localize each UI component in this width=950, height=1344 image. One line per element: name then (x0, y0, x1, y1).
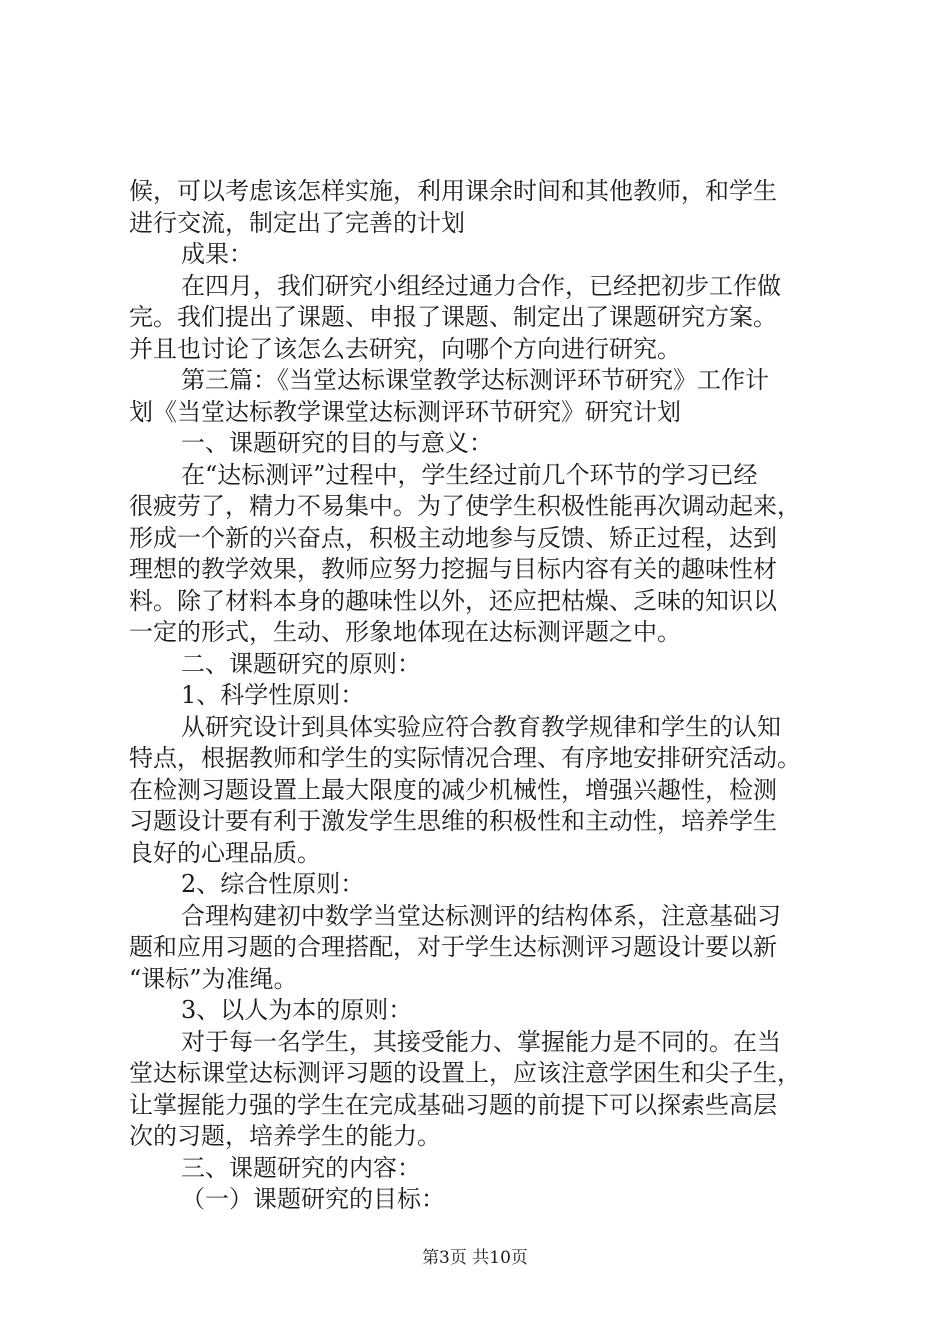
text-line: 一、课题研究的目的与意义： (181, 429, 493, 457)
text-line: 很疲劳了，精力不易集中。为了使学生积极性能再次调动起来， (129, 492, 801, 520)
text-line: 三、课题研究的内容： (181, 1153, 421, 1182)
text-line: 一定的形式，生动、形象地体现在达标测评题之中。 (129, 618, 681, 646)
text-line: 并且也讨论了该怎么去研究，向哪个方向进行研究。 (129, 334, 681, 363)
text-line: （一）课题研究的目标： (181, 1185, 445, 1213)
text-line: 在四月，我们研究小组经过通力合作，已经把初步工作做 (181, 271, 781, 300)
page-footer: 第3页 共10页 (422, 1248, 528, 1268)
text-line: 理想的教学效果，教师应努力挖掘与目标内容有关的趣味性材 (129, 555, 777, 583)
text-line: 1、科学性原则： (181, 681, 365, 709)
text-line: 合理构建初中数学当堂达标测评的结构体系，注意基础习 (181, 901, 781, 930)
text-line: 良好的心理品质。 (129, 838, 321, 867)
document-body (129, 176, 829, 1216)
text-line: 候，可以考虑该怎样实施，利用课余时间和其他教师，和学生 (129, 177, 777, 205)
text-line: 划《当堂达标教学课堂达标测评环节研究》研究计划 (129, 397, 681, 426)
text-line: 3、以人为本的原则： (181, 996, 413, 1024)
text-line: 特点，根据教师和学生的实际情况合理、有序地安排研究活动。 (129, 744, 801, 772)
text-line: 让掌握能力强的学生在完成基础习题的前提下可以探索些高层 (129, 1090, 777, 1119)
text-line: 习题设计要有利于激发学生思维的积极性和主动性，培养学生 (129, 807, 777, 835)
text-line: 对于每一名学生，其接受能力、掌握能力是不同的。在当 (181, 1027, 781, 1056)
text-line: 次的习题，培养学生的能力。 (129, 1122, 441, 1150)
text-line: 进行交流，制定出了完善的计划 (129, 208, 465, 237)
text-line: 在检测习题设置上最大限度的减少机械性，增强兴趣性，检测 (129, 775, 777, 804)
text-line: 题和应用习题的合理搭配，对于学生达标测评习题设计要以新 (129, 933, 777, 961)
text-line: 二、课题研究的原则： (181, 649, 421, 678)
text-line: 从研究设计到具体实验应符合教育教学规律和学生的认知 (181, 712, 781, 741)
text-line: 在“达标测评”过程中，学生经过前几个环节的学习已经 (181, 460, 758, 489)
text-line: 形成一个新的兴奋点，积极主动地参与反馈、矫正过程，达到 (129, 523, 777, 552)
text-line: “课标”为准绳。 (129, 964, 298, 993)
text-line: 第三篇：《当堂达标课堂教学达标测评环节研究》工作计 (181, 366, 769, 394)
text-line: 完。我们提出了课题、申报了课题、制定出了课题研究方案。 (129, 303, 777, 331)
text-line: 成果： (181, 240, 253, 268)
text-line: 堂达标课堂达标测评习题的设置上，应该注意学困生和尖子生， (129, 1059, 801, 1087)
text-line: 2、综合性原则： (181, 870, 365, 898)
text-line: 料。除了材料本身的趣味性以外，还应把枯燥、乏味的知识以 (129, 586, 777, 615)
